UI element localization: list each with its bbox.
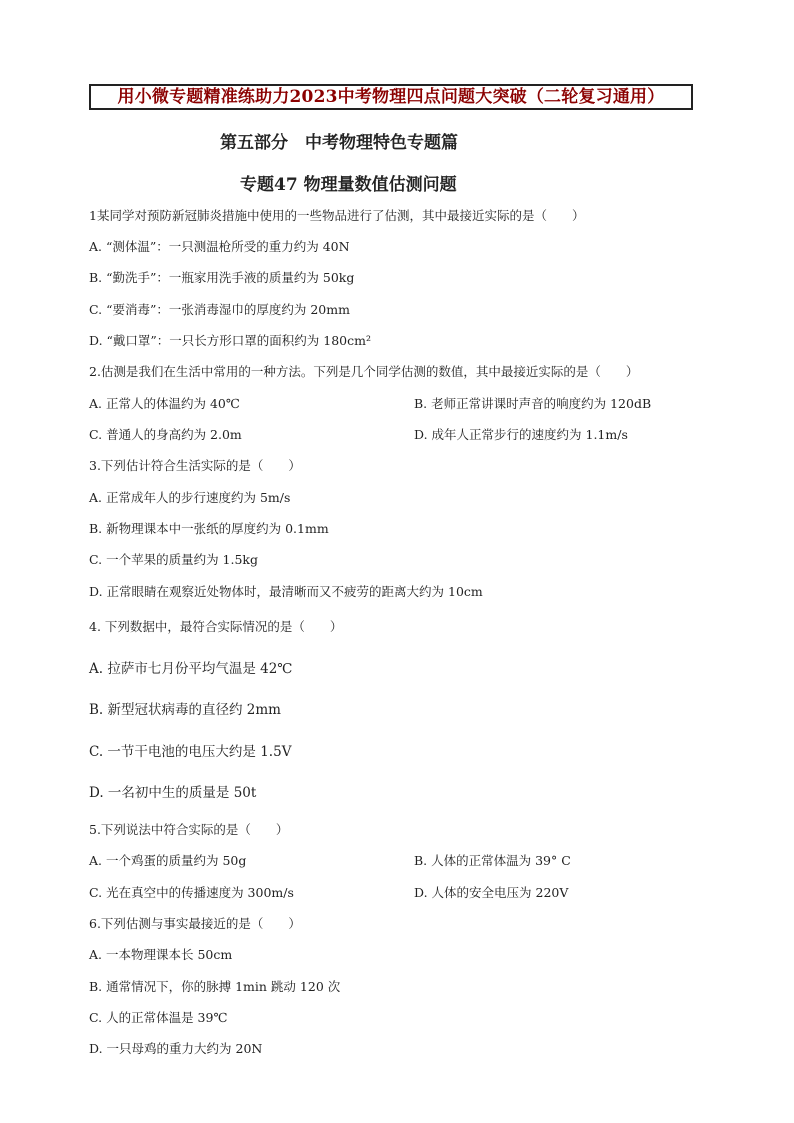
question-4-option-a: A. 拉萨市七月份平均气温是 42℃ <box>89 661 293 677</box>
question-6-stem: 6.下列估测与事实最接近的是（ ） <box>89 916 301 931</box>
question-3-stem: 3.下列估计符合生活实际的是（ ） <box>89 458 301 473</box>
question-4-stem: 4. 下列数据中，最符合实际情况的是（ ） <box>89 619 343 634</box>
part-title: 第五部分 中考物理特色专题篇 <box>220 133 458 153</box>
question-2-stem: 2.估测是我们在生活中常用的一种方法。下列是几个同学估测的数值，其中最接近实际的是（ ） <box>89 364 639 379</box>
question-4-option-c: C. 一节干电池的电压大约是 1.5V <box>89 744 292 760</box>
question-2-option-c: C. 普通人的身高约为 2.0m <box>89 427 242 442</box>
question-1-option-b: B. “勤洗手”：一瓶家用洗手液的质量约为 50kg <box>89 270 355 285</box>
question-6-option-c: C. 人的正常体温是 39℃ <box>89 1010 228 1025</box>
question-2-option-b: B. 老师正常讲课时声音的响度约为 120dB <box>414 396 652 411</box>
question-5-option-d: D. 人体的安全电压为 220V <box>414 885 569 900</box>
question-4-option-d: D. 一名初中生的质量是 50t <box>89 785 257 801</box>
question-3-option-a: A. 正常成年人的步行速度约为 5m/s <box>89 490 291 505</box>
question-3-option-c: C. 一个苹果的质量约为 1.5kg <box>89 552 258 567</box>
question-4-option-b: B. 新型冠状病毒的直径约 2mm <box>89 702 281 718</box>
question-1-option-c: C. “要消毒”：一张消毒湿巾的厚度约为 20mm <box>89 302 350 317</box>
question-3-option-b: B. 新物理课本中一张纸的厚度约为 0.1mm <box>89 521 329 536</box>
question-1-option-d: D. “戴口罩”：一只长方形口罩的面积约为 180cm² <box>89 333 372 348</box>
question-6-option-a: A. 一本物理课本长 50cm <box>89 947 233 962</box>
question-6-option-b: B. 通常情况下，你的脉搏 1min 跳动 120 次 <box>89 979 341 994</box>
topic-title: 专题47 物理量数值估测问题 <box>240 175 457 195</box>
question-3-option-d: D. 正常眼睛在观察近处物体时，最清晰而又不疲劳的距离大约为 10cm <box>89 584 483 599</box>
question-1-stem: 1某同学对预防新冠肺炎措施中使用的一些物品进行了估测，其中最接近实际的是（ ） <box>89 208 585 223</box>
question-5-stem: 5.下列说法中符合实际的是（ ） <box>89 822 289 837</box>
series-banner: 用小微专题精准练助力2023中考物理四点问题大突破（二轮复习通用） <box>89 84 693 110</box>
question-6-option-d: D. 一只母鸡的重力大约为 20N <box>89 1041 263 1056</box>
question-5-option-b: B. 人体的正常体温为 39° C <box>414 853 571 868</box>
question-2-option-a: A. 正常人的体温约为 40℃ <box>89 396 240 411</box>
question-5-option-c: C. 光在真空中的传播速度为 300m/s <box>89 885 294 900</box>
question-5-option-a: A. 一个鸡蛋的质量约为 50g <box>89 853 247 868</box>
question-1-option-a: A. “测体温”：一只测温枪所受的重力约为 40N <box>89 239 350 254</box>
question-2-option-d: D. 成年人正常步行的速度约为 1.1m/s <box>414 427 628 442</box>
